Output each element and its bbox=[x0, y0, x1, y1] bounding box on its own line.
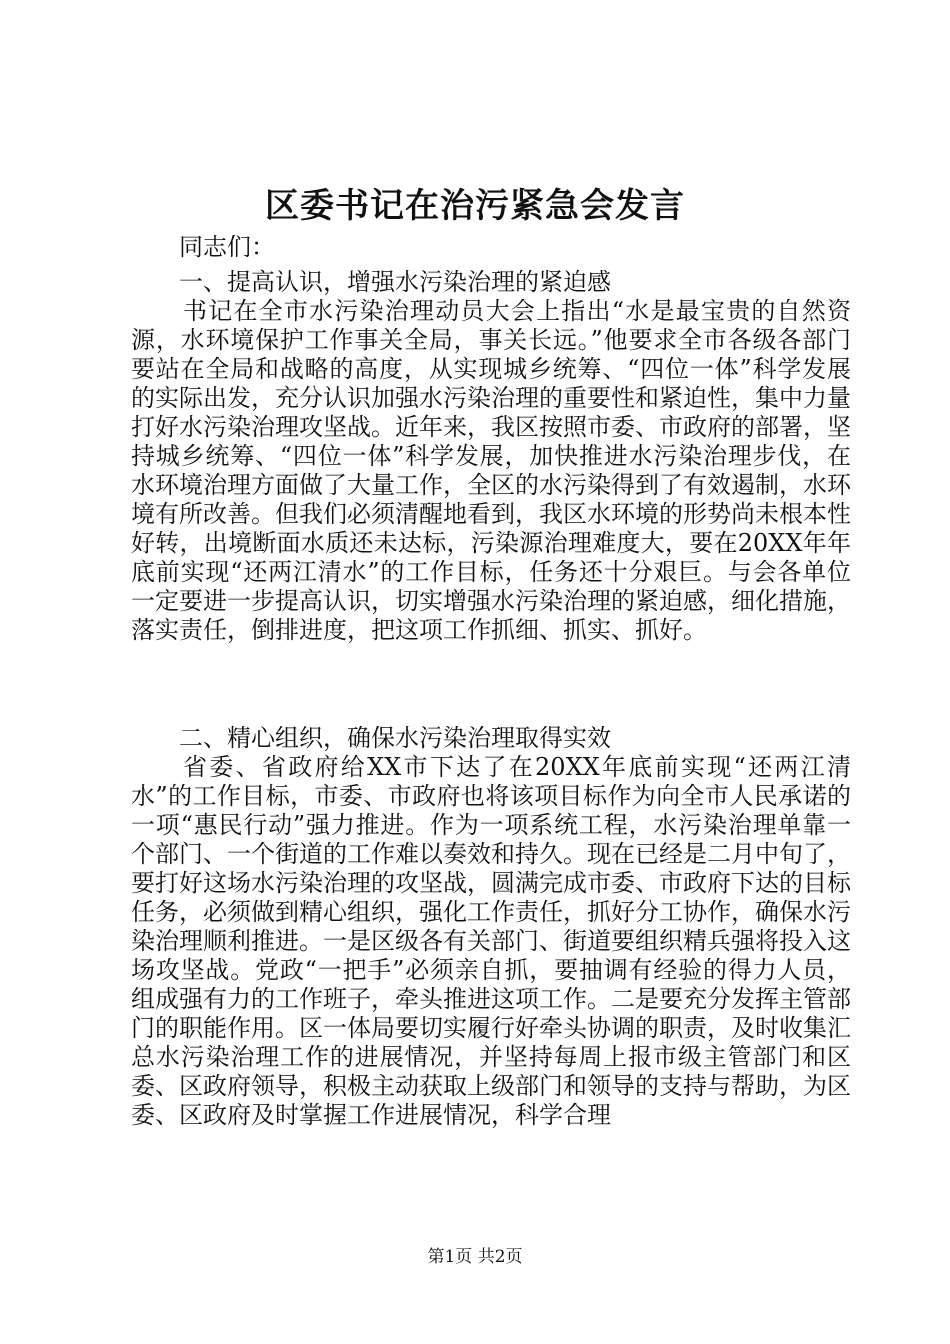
section-2-heading: 二、精心组织，确保水污染治理取得实效 bbox=[179, 724, 611, 752]
section-1-paragraph: 书记在全市水污染治理动员大会上指出“水是最宝贵的自然资源，水环境保护工作事关全局，事关长远。”他要求全市各级各部门要站在全局和战略的高度，从实现城乡统筹、“四位一体”科学发展的实际出发，充分认识加强水污染治理的重要性和紧迫性，集中力量打好水污染治理攻坚战。近年来，我区按照市委、市政府的部署，坚持城乡统筹、“四位一体”科学发展，加快推进水污染治理步伐，在水环境治理方面做了大量工作，全区的水污染得到了有效遏制，水环境有所改善。但我们必须清醒地看到，我区水环境的形势尚未根本性好转，出境断面水质还未达标，污染源治理难度大，要在20XX年年底前实现“还两江清水”的工作目标，任务还十分艰巨。与会各单位一定要进一步提高认识，切实增强水污染治理的紧迫感，细化措施，落实责任，倒排进度，把这项工作抓细、抓实、抓好。 bbox=[131, 297, 851, 644]
section-2-paragraph: 省委、省政府给XX市下达了在20XX年底前实现“还两江清水”的工作目标，市委、市政府也将该项目标作为向全市人民承诺的一项“惠民行动”强力推进。作为一项系统工程，水污染治理单靠一个部门、一个街道的工作难以奏效和持久。现在已经是二月中旬了，要打好这场水污染治理的攻坚战，圆满完成市委、市政府下达的目标任务，必须做到精心组织，强化工作责任，抓好分工协作，确保水污染治理顺利推进。一是区级各有关部门、街道要组织精兵强将投入这场攻坚战。党政“一把手”必须亲自抓，要抽调有经验的得力人员，组成强有力的工作班子，牵头推进这项工作。二是要充分发挥主管部门的职能作用。区一体局要切实履行好牵头协调的职责，及时收集汇总水污染治理工作的进展情况，并坚持每周上报市级主管部门和区委、区政府领导，积极主动获取上级部门和领导的支持与帮助，为区委、区政府及时掌握工作进展情况，科学合理 bbox=[131, 753, 851, 1129]
salutation: 同志们： bbox=[179, 233, 275, 261]
page-number-footer: 第1页 共2页 bbox=[427, 1247, 523, 1267]
document-title: 区委书记在治污紧急会发言 bbox=[265, 186, 685, 226]
section-1-heading: 一、提高认识，增强水污染治理的紧迫感 bbox=[179, 268, 611, 296]
